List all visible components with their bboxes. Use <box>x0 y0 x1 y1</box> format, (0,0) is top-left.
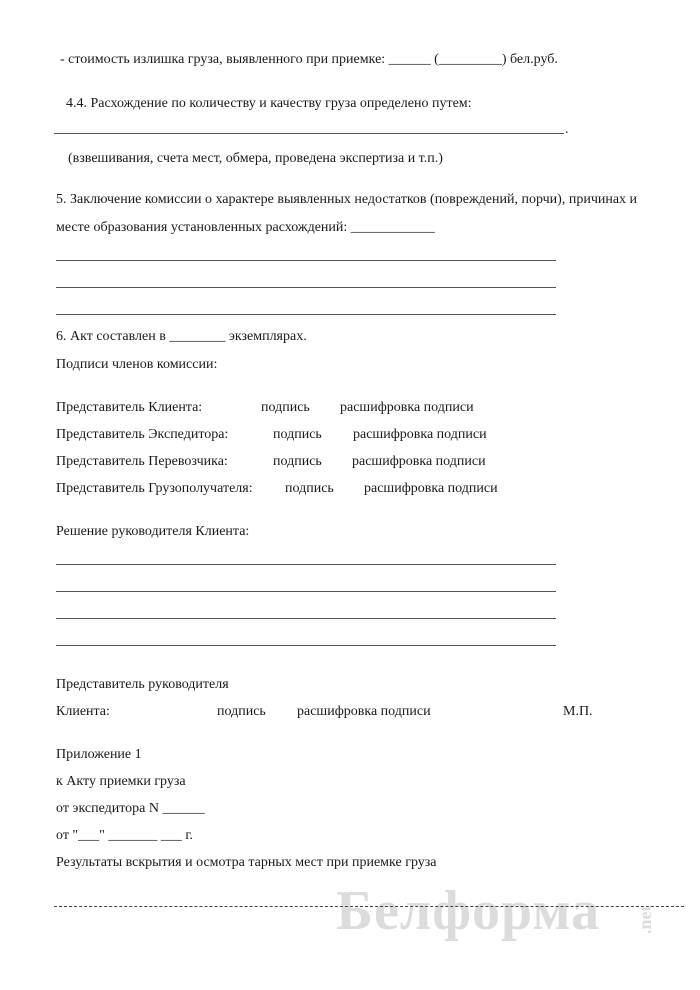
signature-sign-label: подпись <box>261 400 310 415</box>
signature-sign-label: подпись <box>273 427 322 442</box>
appendix-act-reference: к Акту приемки груза <box>56 774 186 789</box>
copies-line: 6. Акт составлен в ________ экземплярах. <box>56 329 307 344</box>
belforma-watermark: Белформа <box>336 880 601 942</box>
signature-role: Представитель Экспедитора: <box>56 427 229 442</box>
section-4-4-text: 4.4. Расхождение по количеству и качеству груза определено путем: <box>66 96 472 111</box>
manager-decode-label: расшифровка подписи <box>297 704 431 719</box>
section-5-line2: месте образования установленных расхождений: ____________ <box>56 220 435 235</box>
watermark-net-suffix: .net <box>635 905 655 934</box>
section-5-line1: 5. Заключение комиссии о характере выявленных недостатков (повреждений, порчи), причинах и <box>56 192 638 207</box>
conclusion-fill-line <box>56 287 556 288</box>
conclusion-fill-line <box>56 314 556 315</box>
manager-sign-label: подпись <box>217 704 266 719</box>
signature-decode-label: расшифровка подписи <box>353 427 487 442</box>
signature-decode-label: расшифровка подписи <box>340 400 474 415</box>
method-fill-line <box>54 133 564 134</box>
manager-representative: Представитель руководителя <box>56 677 229 692</box>
method-hint: (взвешивания, счета мест, обмера, проведена экспертиза и т.п.) <box>68 151 443 166</box>
decision-fill-line <box>56 645 556 646</box>
signature-decode-label: расшифровка подписи <box>352 454 486 469</box>
signature-role: Представитель Грузополучателя: <box>56 481 253 496</box>
decision-title: Решение руководителя Клиента: <box>56 524 250 539</box>
signature-sign-label: подпись <box>285 481 334 496</box>
stamp-place: М.П. <box>563 704 593 719</box>
inspection-results-title: Результаты вскрытия и осмотра тарных мест при приемке груза <box>56 855 437 870</box>
dashed-separator <box>54 906 684 907</box>
appendix-date: от "___" _______ ___ г. <box>56 828 194 843</box>
signature-decode-label: расшифровка подписи <box>364 481 498 496</box>
excess-cost-line: - стоимость излишка груза, выявленного при приемке: ______ (_________) бел.руб. <box>60 52 558 67</box>
signatures-title: Подписи членов комиссии: <box>56 357 218 372</box>
appendix-title: Приложение 1 <box>56 747 142 762</box>
signature-role: Представитель Клиента: <box>56 400 203 415</box>
manager-client-label: Клиента: <box>56 704 110 719</box>
decision-fill-line <box>56 591 556 592</box>
appendix-forwarder-number: от экспедитора N ______ <box>56 801 205 816</box>
decision-fill-line <box>56 564 556 565</box>
decision-fill-line <box>56 618 556 619</box>
conclusion-fill-line <box>56 260 556 261</box>
signature-sign-label: подпись <box>273 454 322 469</box>
signature-role: Представитель Перевозчика: <box>56 454 228 469</box>
method-line-end: . <box>565 122 569 137</box>
